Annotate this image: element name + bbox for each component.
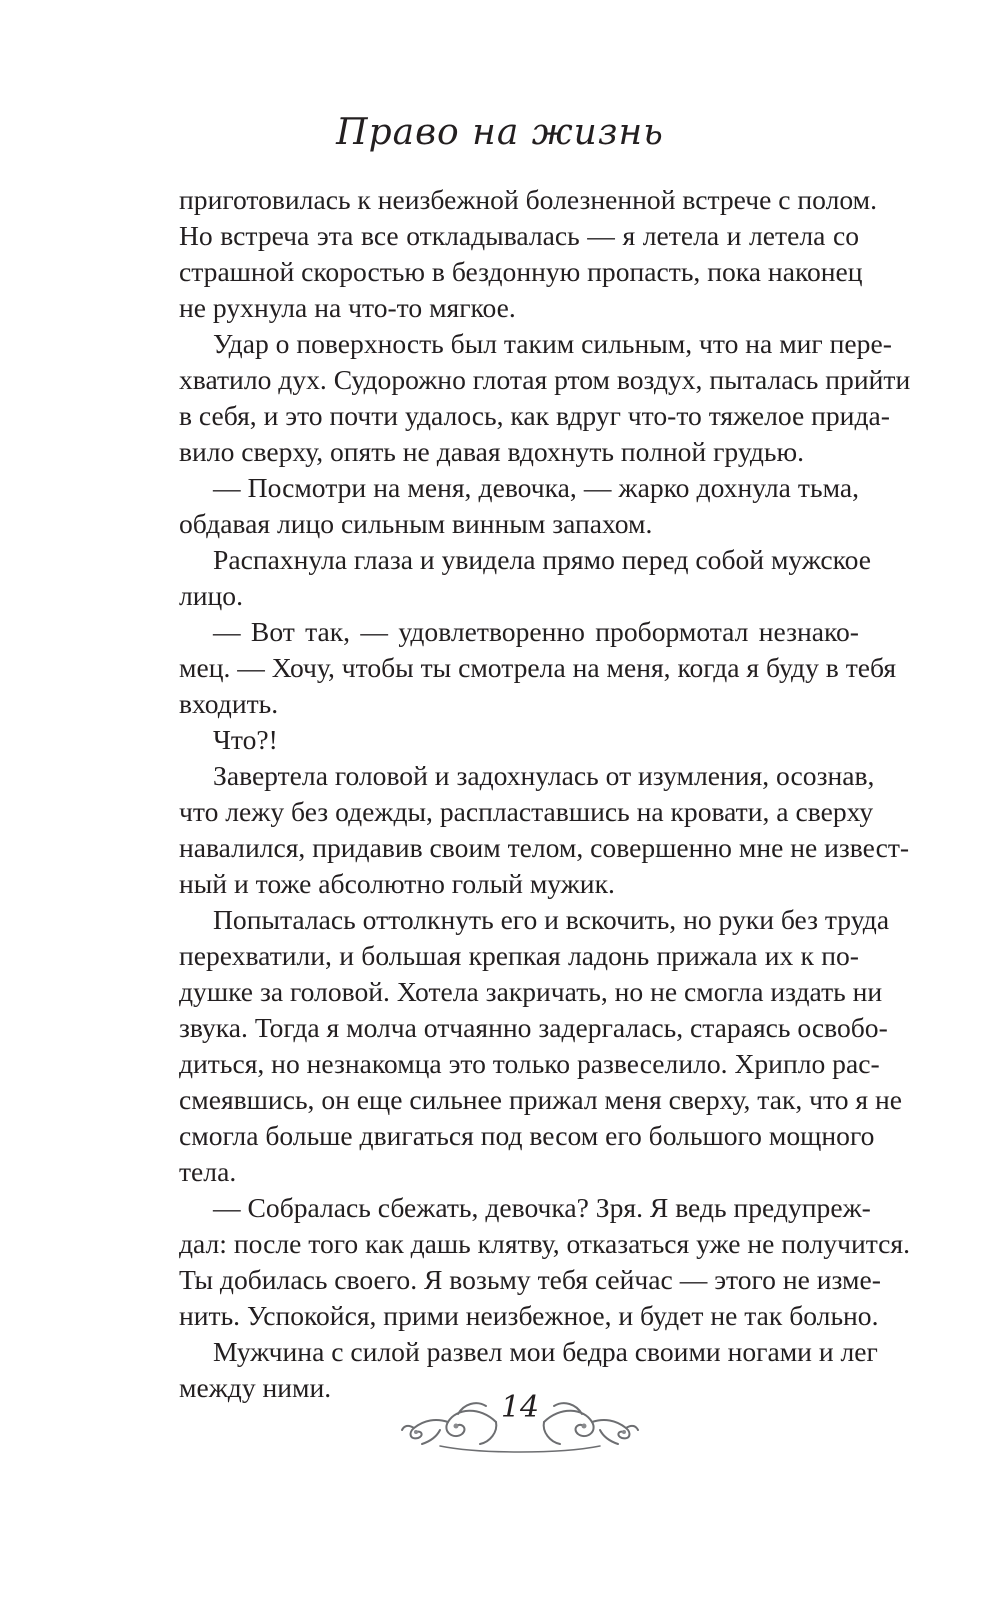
- text-line: смеявшись, он еще сильнее прижал меня сверху, так, что я не: [179, 1084, 903, 1115]
- text-line: в себя, и это почти удалось, как вдруг что-то тяжелое прида-: [179, 400, 890, 431]
- page-number: 14: [500, 1390, 540, 1425]
- text-line: страшной скоростью в бездонную пропасть, пока наконец: [179, 256, 863, 287]
- paragraph: [179, 614, 897, 722]
- text-line: не рухнула на что-то мягкое.: [179, 292, 516, 323]
- paragraph: [179, 758, 910, 902]
- text-line: дал: после того как дашь клятву, отказаться уже не получится.: [179, 1228, 910, 1259]
- text-line: Завертела головой и задохнулась от изумления, осознав,: [213, 760, 875, 791]
- text-line: — Посмотри на меня, девочка, — жарко дохнула тьма,: [213, 472, 859, 503]
- text-line: Но встреча эта все откладывалась — я летела и летела со: [179, 220, 859, 251]
- paragraph: [179, 722, 859, 758]
- paragraph: [179, 182, 878, 326]
- text-line: хватило дух. Судорожно глотая ртом воздух, пыталась прийти: [179, 364, 911, 395]
- text-line: — Вот так, — удовлетворенно пробормотал незнако-: [213, 616, 859, 647]
- text-line: тела.: [179, 1156, 237, 1187]
- text-line: нить. Успокойся, прими неизбежное, и будет не так больно.: [179, 1300, 879, 1331]
- text-line: ный и тоже абсолютно голый мужик.: [179, 868, 615, 899]
- text-line: Что?!: [213, 724, 278, 755]
- text-line: между ними.: [179, 1372, 332, 1403]
- text-line: смогла больше двигаться под весом его большого мощного: [179, 1120, 875, 1151]
- text-line: звука. Тогда я молча отчаянно задергалась, стараясь освобо-: [179, 1012, 888, 1043]
- text-line: Распахнула глаза и увидела прямо перед собой мужское: [213, 544, 872, 575]
- paragraph: [179, 470, 859, 542]
- text-line: приготовилась к неизбежной болезненной встрече с полом.: [179, 184, 878, 215]
- text-line: входить.: [179, 688, 279, 719]
- running-title: Право на жизнь: [336, 112, 664, 153]
- paragraph: [179, 902, 903, 1190]
- text-line: мец. — Хочу, чтобы ты смотрела на меня, когда я буду в тебя: [179, 652, 897, 683]
- body-text: [179, 182, 911, 1406]
- text-line: перехватили, и большая крепкая ладонь прижала их к по-: [179, 940, 859, 971]
- text-line: вило сверху, опять не давая вдохнуть полной грудью.: [179, 436, 805, 467]
- text-line: Мужчина с силой развел мои бедра своими ногами и лег: [213, 1336, 878, 1367]
- text-line: диться, но незнакомца это только развеселило. Хрипло рас-: [179, 1048, 880, 1079]
- paragraph: [179, 1190, 910, 1334]
- text-line: — Собралась сбежать, девочка? Зря. Я ведь предупреж-: [213, 1192, 871, 1223]
- text-line: Удар о поверхность был таким сильным, что на миг пере-: [213, 328, 892, 359]
- text-line: Ты добилась своего. Я возьму тебя сейчас — этого не изме-: [179, 1264, 881, 1295]
- text-line: душке за головой. Хотела закричать, но не смогла издать ни: [179, 976, 883, 1007]
- paragraph: [179, 542, 872, 614]
- paragraph: [179, 326, 911, 470]
- text-line: лицо.: [179, 580, 243, 611]
- page-footer: [400, 1388, 640, 1458]
- text-line: Попыталась оттолкнуть его и вскочить, но руки без труда: [213, 904, 890, 935]
- text-line: обдавая лицо сильным винным запахом.: [179, 508, 653, 539]
- text-line: навалился, придавив своим телом, совершенно мне не извест-: [179, 832, 910, 863]
- text-line: что лежу без одежды, распластавшись на кровати, а сверху: [179, 796, 874, 827]
